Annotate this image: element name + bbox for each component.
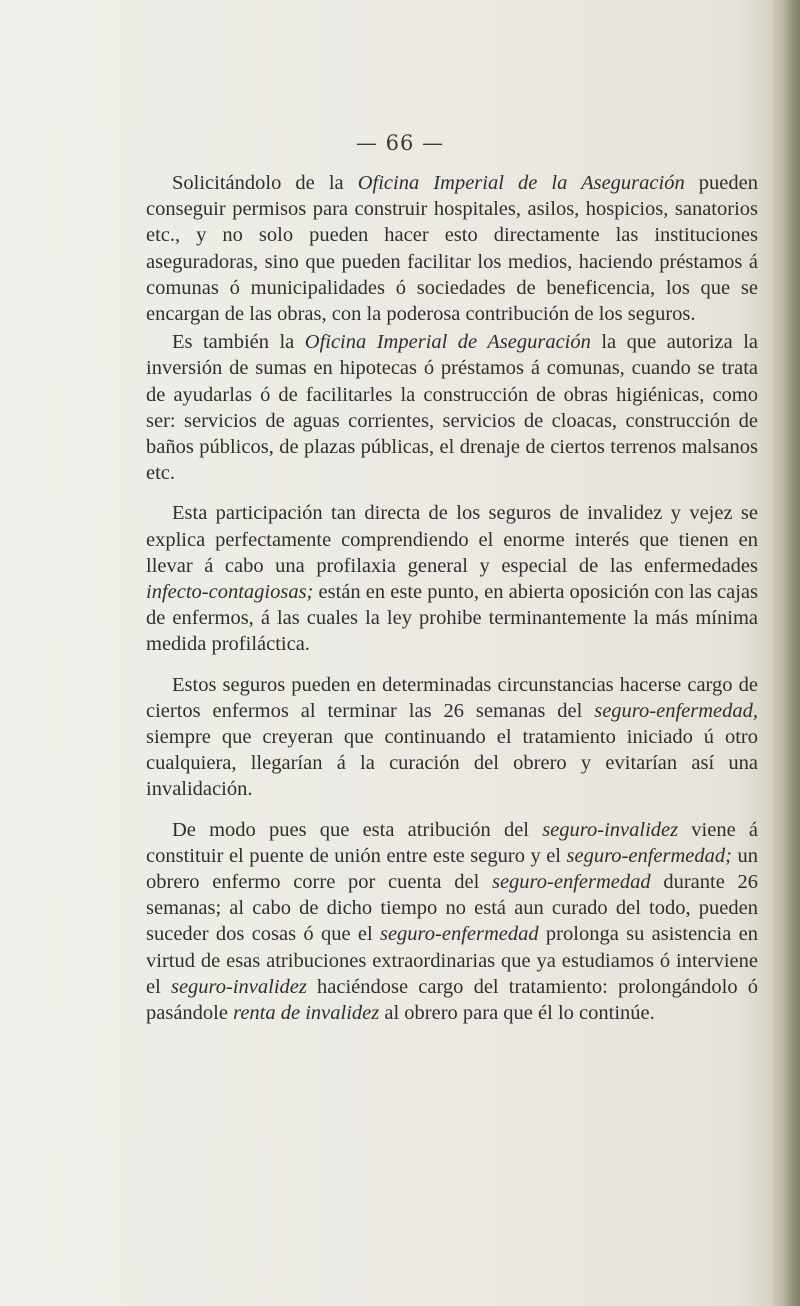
text-run: prolonga su asistencia en virtud de esas atribuciones extraordinarias que ya estudiamos ó interviene el xyxy=(146,923,758,998)
text-run: Estos seguros pueden en determinadas circunstancias hacerse cargo de ciertos enfermos al terminar las 26 semanas del xyxy=(146,673,758,722)
italic-term: seguro-invalidez xyxy=(170,975,307,998)
italic-term: seguro-enfermedad, xyxy=(594,699,758,722)
italic-term: seguro-enfermedad xyxy=(491,871,651,894)
text-run: viene á constituir el puente de unión entre este seguro y el xyxy=(146,818,758,867)
text-run: están en este punto, en abierta oposición con las cajas de enfermos, á las cuales la ley prohibe terminantemente la más mínima medida profiláctica. xyxy=(146,581,758,656)
page-number: — 66 — xyxy=(355,131,445,155)
text-run: al obrero para que él lo continúe. xyxy=(379,1002,655,1025)
paragraph xyxy=(146,170,758,327)
paragraph xyxy=(146,329,758,486)
italic-term: seguro-enfermedad xyxy=(379,923,539,946)
text-run: pueden conseguir permisos para construir hospitales, asilos, hospicios, sanatorios etc., y no solo pueden hacer esto directamente las instituciones aseguradoras, sino que pueden facilitar los medios, haciendo préstamos á comunas ó municipalidades ó sociedades de beneficencia, los que se encargan de las obras, con la poderosa contribución de los seguros. xyxy=(146,172,759,326)
italic-term: seguro-enfermedad; xyxy=(566,844,732,867)
italic-term: Oficina Imperial de la Aseguración xyxy=(357,172,685,194)
body-text xyxy=(146,170,758,1026)
text-run: un obrero enfermo corre por cuenta del xyxy=(146,844,758,894)
italic-term: infecto-contagiosas; xyxy=(146,581,314,604)
paragraph xyxy=(146,500,758,657)
text-run: haciéndose cargo del tratamiento: prolongándolo ó pasándole xyxy=(146,975,758,1025)
text-run: siempre que creyeran que continuando el tratamiento iniciado ú otro cualquiera, llegarían á la curación del obrero y evitarían así una invalidación. xyxy=(146,726,758,801)
text-run: la que autoriza la inversión de sumas en hipotecas ó préstamos á comunas, cuando se trata de ayudarlas ó de facilitarles la construcción de obras higiénicas, como ser: servicios de aguas corrientes, servicios de cloacas, construcción de baños públicos, de plazas públicas, el drenaje de ciertos terrenos malsanos etc. xyxy=(146,331,758,485)
italic-term: renta de invalidez xyxy=(233,1002,380,1025)
text-run: Es también la xyxy=(172,331,305,354)
page-edge-shadow xyxy=(772,0,800,1306)
italic-term: seguro-invalidez xyxy=(542,818,679,841)
text-run: Solicitándolo de la xyxy=(172,172,358,194)
text-run: durante 26 semanas; al cabo de dicho tiempo no está aun curado del todo, pueden suceder dos cosas ó que el xyxy=(146,871,758,946)
text-run: Esta participación tan directa de los seguros de invalidez y vejez se explica perfectamente comprendiendo el enorme interés que tienen en llevar á cabo una profilaxia general y especial de las enfermedades xyxy=(146,502,758,577)
paragraph xyxy=(146,817,758,1027)
italic-term: Oficina Imperial de Aseguración xyxy=(304,331,591,354)
paragraph xyxy=(146,672,758,803)
text-run: De modo pues que esta atribución del xyxy=(172,818,543,841)
